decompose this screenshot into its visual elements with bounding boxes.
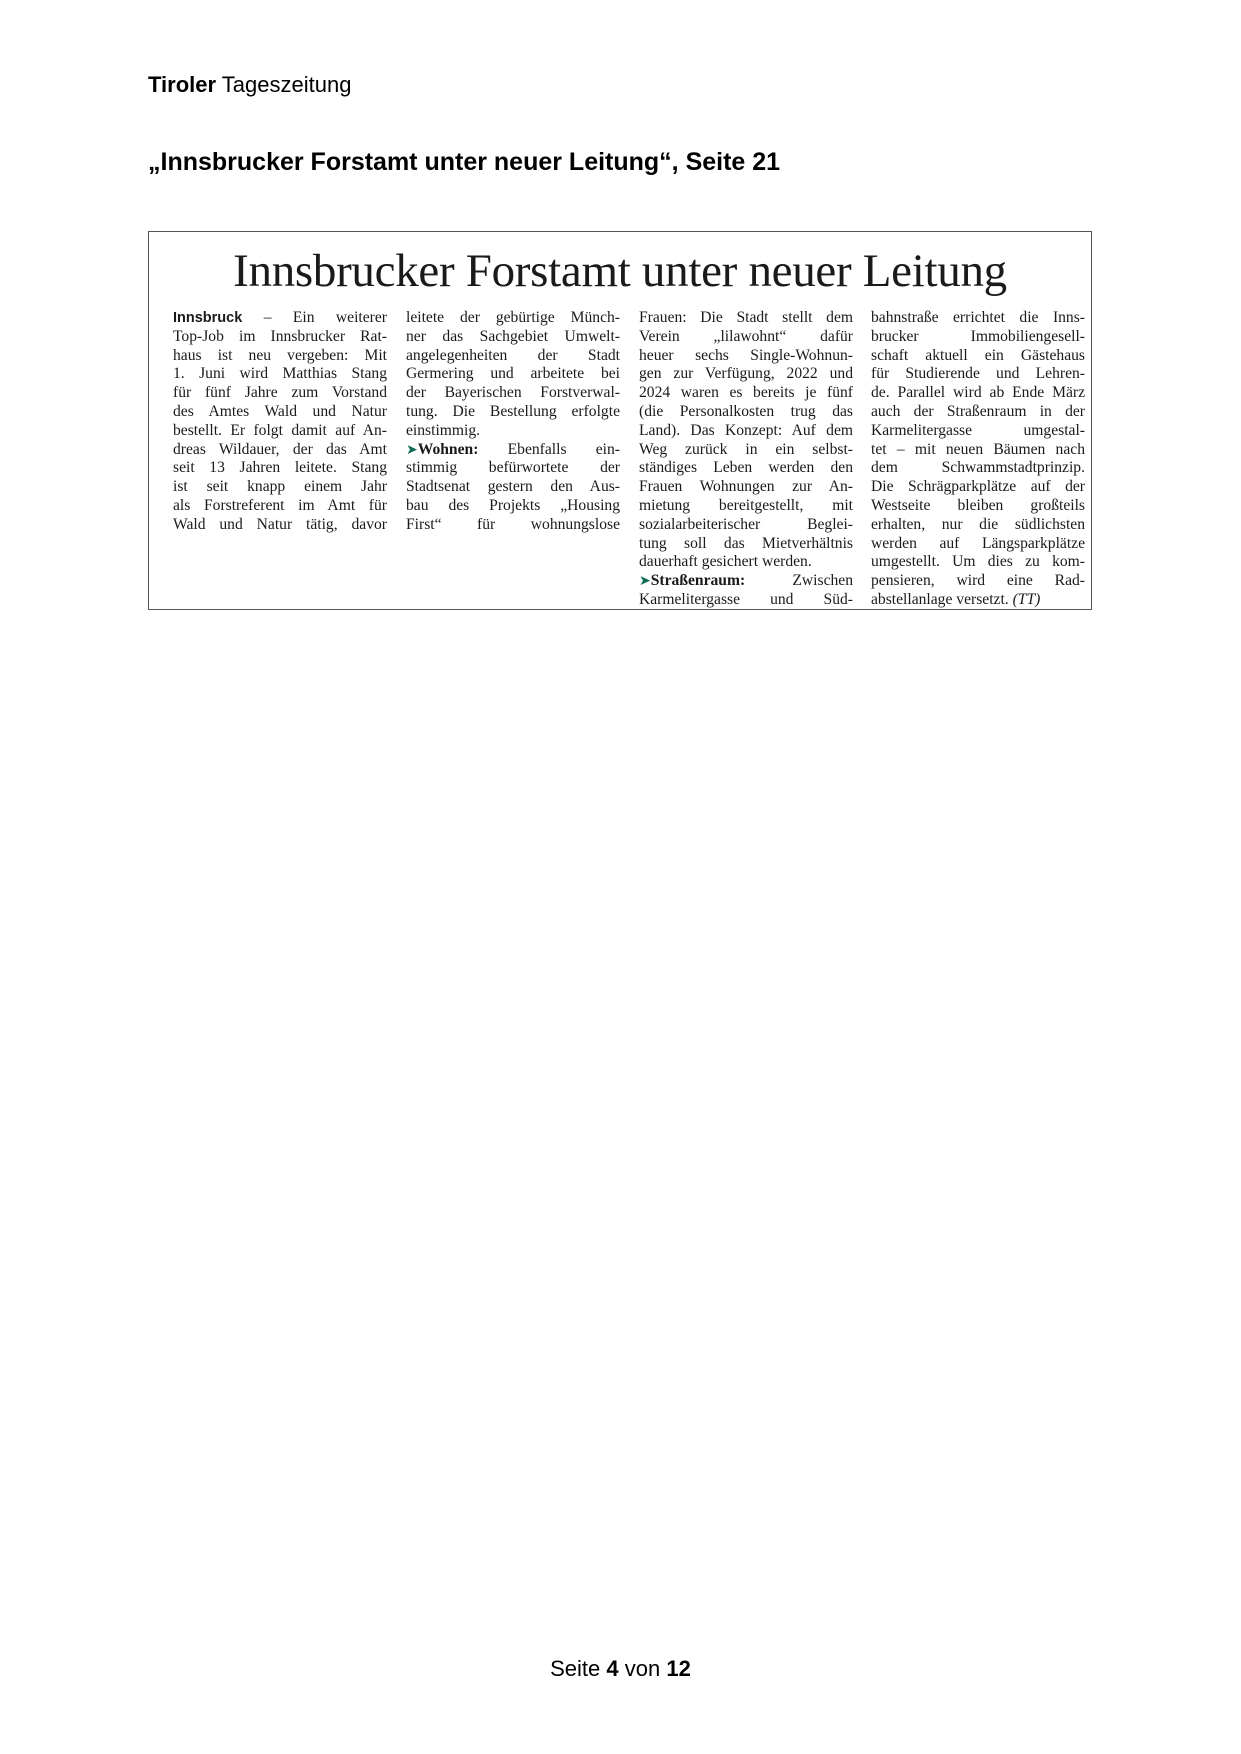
article-column-3: Frauen: Die Stadt stellt dem Verein „lilawohnt“ dafür heuer sechs Single-Wohnun- gen zur Verfügung, 2022 und 2024 waren es bereits je fünf (die Personalkosten trug das Land). Das Konzept: Auf dem Weg zurück in ein selbst- ständiges Leben werden den Frauen Wohnungen zur An- mietung bereitgestellt, mit sozialarbeiterischer Beglei- tung soll das Mietverhältnis dauerhaft gesichert werden. ➤Straßenraum: Zwischen Karmelitergasse und Süd- bbox=[639, 309, 853, 608]
subheading-strassenraum: ➤Straßenraum: Zwischen bbox=[639, 572, 853, 590]
subheading-wohnen: ➤Wohnen: Ebenfalls ein- bbox=[406, 440, 620, 458]
publication-name: Tiroler Tageszeitung bbox=[148, 72, 352, 97]
author-credit: (TT) bbox=[1012, 590, 1041, 608]
document-heading: „Innsbrucker Forstamt unter neuer Leitung“, Seite 21 bbox=[148, 148, 781, 176]
article-column-2: leitete der gebürtige Münch- ner das Sachgebiet Umwelt- angelegenheiten der Stadt Germering und arbeitete bei der Bayerischen Forstverwal- tung. Die Bestellung erfolgte einstimmig. ➤Wohnen: Ebenfalls ein- stimmig befürwortete der Stadtsenat gestern den Aus- bau des Projekts „Housing First“ für wohnungslose bbox=[406, 309, 620, 533]
dateline: Innsbruck bbox=[173, 310, 243, 326]
arrow-right-icon: ➤ bbox=[406, 441, 418, 458]
newspaper-clipping bbox=[148, 231, 1092, 610]
article-column-4: bahnstraße errichtet die Inns- brucker Immobiliengesell- schaft aktuell ein Gästehaus für Studierende und Lehren- de. Parallel wird ab Ende März auch der Straßenraum in der Karmelitergasse umgestal- tet – mit neuen Bäumen nach dem Schwammstadtprinzip. Die Schrägparkplätze auf der Westseite bleiben großteils erhalten, nur die südlichsten werden auf Längsparkplätze umgestellt. Um dies zu kom- pensieren, wird eine Rad- abstellanlage versetzt. (TT) bbox=[871, 309, 1085, 608]
clipping-headline: Innsbrucker Forstamt unter neuer Leitung bbox=[233, 245, 1007, 297]
article-column-1: Innsbruck – Ein weiterer Top-Job im Innsbrucker Rat- haus ist neu vergeben: Mit 1. Juni wird Matthias Stang für fünf Jahre zum Vorstand des Amtes Wald und Natur bestellt. Er folgt damit auf An- dreas Wildauer, der das Amt seit 13 Jahren leitete. Stang ist seit knapp einem Jahr als Forstreferent im Amt für Wald und Natur tätig, davor bbox=[173, 309, 387, 533]
arrow-right-icon: ➤ bbox=[639, 573, 651, 590]
page-footer: Seite 4 von 12 bbox=[550, 1656, 691, 1681]
